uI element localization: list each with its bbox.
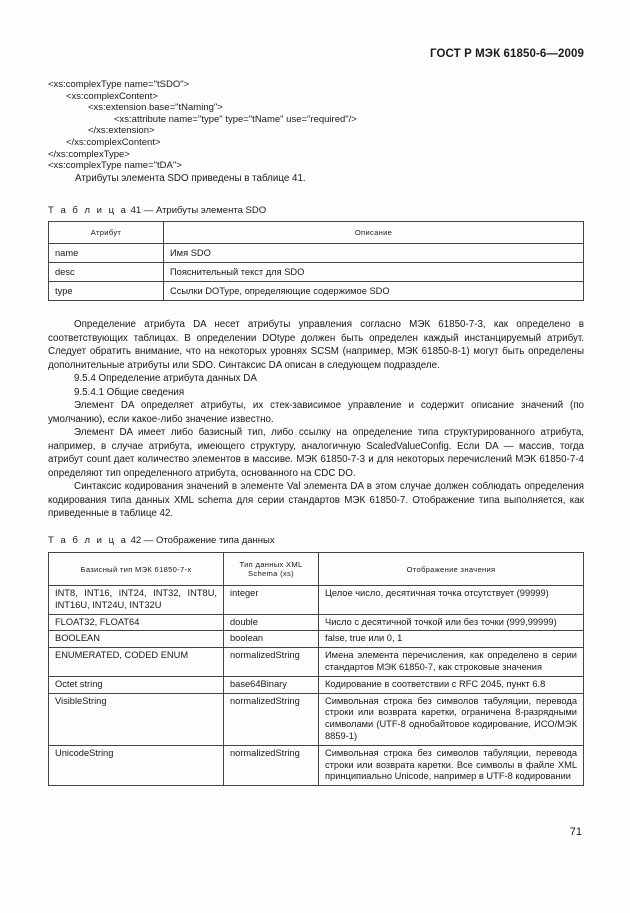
table-cell: Имена элемента перечисления, как определено в серии стандартов МЭК 61850-7, как строковые значения: [319, 648, 584, 677]
table-cell: double: [224, 614, 319, 631]
table-row: [49, 614, 584, 631]
table-cell: type: [49, 282, 164, 301]
table41: [48, 221, 584, 301]
table-cell: Символьная строка без символов табуляции, перевода строки или возврата каретки. Все символы в файле XML принципиально Unicode, например в UTF-8 кодировании: [319, 745, 584, 785]
table-row: [49, 631, 584, 648]
table-cell: Кодирование в соответствии с RFC 2045, пункт 6.8: [319, 676, 584, 693]
table-cell: Octet string: [49, 676, 224, 693]
table-row: [49, 745, 584, 785]
section-heading: 9.5.4.1 Общие сведения: [74, 386, 185, 398]
code-line: <xs:attribute name="type" type="tName" use="required"/>: [114, 113, 357, 125]
table-row: [49, 693, 584, 745]
table-cell: normalizedString: [224, 693, 319, 745]
table-cell: Число с десятичной точкой или без точки (999,99999): [319, 614, 584, 631]
code-line: </xs:complexContent>: [66, 136, 161, 148]
xml-code-block: [48, 79, 357, 185]
table-row: [49, 586, 584, 615]
document-header: ГОСТ Р МЭК 61850-6—2009: [430, 48, 584, 60]
table42-caption: Т а б л и ц а 42 — Отображение типа данных: [48, 535, 275, 546]
table42: [48, 552, 584, 786]
table-header-cell: Описание: [164, 222, 584, 244]
table-cell: ENUMERATED, CODED ENUM: [49, 648, 224, 677]
table-cell: desc: [49, 263, 164, 282]
table-cell: false, true или 0, 1: [319, 631, 584, 648]
table41-caption: Т а б л и ц а 41 — Атрибуты элемента SDO: [48, 205, 267, 216]
table-cell: Символьная строка без символов табуляции, перевода строки или возврата каретки, ограничена 8-разрядными символами (UTF-8 однобайтовое кодирование, ИСО/МЭК 8859-1): [319, 693, 584, 745]
page-number: 71: [569, 826, 582, 838]
paragraph: Элемент DA имеет либо базисный тип, либо ссылку на определение типа структурированного атрибута, например, в случае атрибута, имеющего структуру, аналогичную ScaledValueConfig. Если DA — массив, тогда атрибут count дает количество элементов в массиве. МЭК 61850-7-3 и для некоторых перечислений МЭК 61850-7-4 определяют тип определенного атрибута, основанного на CDC DO.: [48, 427, 584, 479]
table-cell: Целое число, десятичная точка отсутствует (99999): [319, 586, 584, 615]
table-header-cell: Атрибут: [49, 222, 164, 244]
table-cell: UnicodeString: [49, 745, 224, 785]
table-cell: FLOAT32, FLOAT64: [49, 614, 224, 631]
paragraph: Синтаксис кодирования значений в элементе Val элемента DA в этом случае должен соблюдать определения кодирования типа данных XML schema для серии стандартов МЭК 61850-7. Отображение типа выполняется, как приведенные в таблице 42.: [48, 481, 584, 519]
body-text: [48, 318, 584, 521]
table-cell: name: [49, 244, 164, 263]
table-cell: BOOLEAN: [49, 631, 224, 648]
table-cell: Ссылки DOType, определяющие содержимое SDO: [164, 282, 584, 301]
table-cell: INT8, INT16, INT24, INT32, INT8U, INT16U, INT24U, INT32U: [49, 586, 224, 615]
code-line: <xs:extension base="tNaming">: [88, 102, 223, 114]
code-line: <xs:complexContent>: [66, 90, 158, 102]
paragraph: Элемент DA определяет атрибуты, их стек-зависимое управление и содержит описание значений (по умолчанию), если какое-либо значение известно.: [48, 400, 584, 425]
table-cell: boolean: [224, 631, 319, 648]
table-cell: normalizedString: [224, 745, 319, 785]
table-header-cell: Отображение значения: [319, 553, 584, 586]
table-cell: VisibleString: [49, 693, 224, 745]
table-header-row: [49, 553, 584, 586]
table-header-cell: Тип данных XML Schema (xs): [224, 553, 319, 586]
table-cell: integer: [224, 586, 319, 615]
section-heading: 9.5.4 Определение атрибута данных DA: [74, 373, 257, 384]
table-row: [49, 282, 584, 301]
table-row: [49, 244, 584, 263]
code-line: <xs:complexType name="tSDO">: [48, 79, 190, 90]
paragraph: Определение атрибута DA несет атрибуты управления согласно МЭК 61850-7-3, как определено в соответствующих таблицах. В определении DOtype должен быть определен каждый инстанцируемый атрибут. Следует обратить внимание, что на некоторых уровнях SCSM (например, МЭК 61850-8-1) могут быть определены дополнительные атрибуты или SDO. Синтаксис DA описан в следующем подразделе.: [48, 319, 584, 371]
table-row: [49, 648, 584, 677]
table-header-row: [49, 222, 584, 244]
intro-text: Атрибуты элемента SDO приведены в таблице 41.: [75, 172, 306, 184]
table-row: [49, 263, 584, 282]
table-header-cell: Базисный тип МЭК 61850-7-х: [49, 553, 224, 586]
table-cell: Имя SDO: [164, 244, 584, 263]
table-cell: base64Binary: [224, 676, 319, 693]
code-line: <xs:complexType name="tDA">: [48, 160, 182, 172]
table-cell: Пояснительный текст для SDO: [164, 263, 584, 282]
code-line: </xs:complexType>: [48, 148, 130, 160]
code-line: </xs:extension>: [88, 125, 155, 137]
table-cell: normalizedString: [224, 648, 319, 677]
table-row: [49, 676, 584, 693]
